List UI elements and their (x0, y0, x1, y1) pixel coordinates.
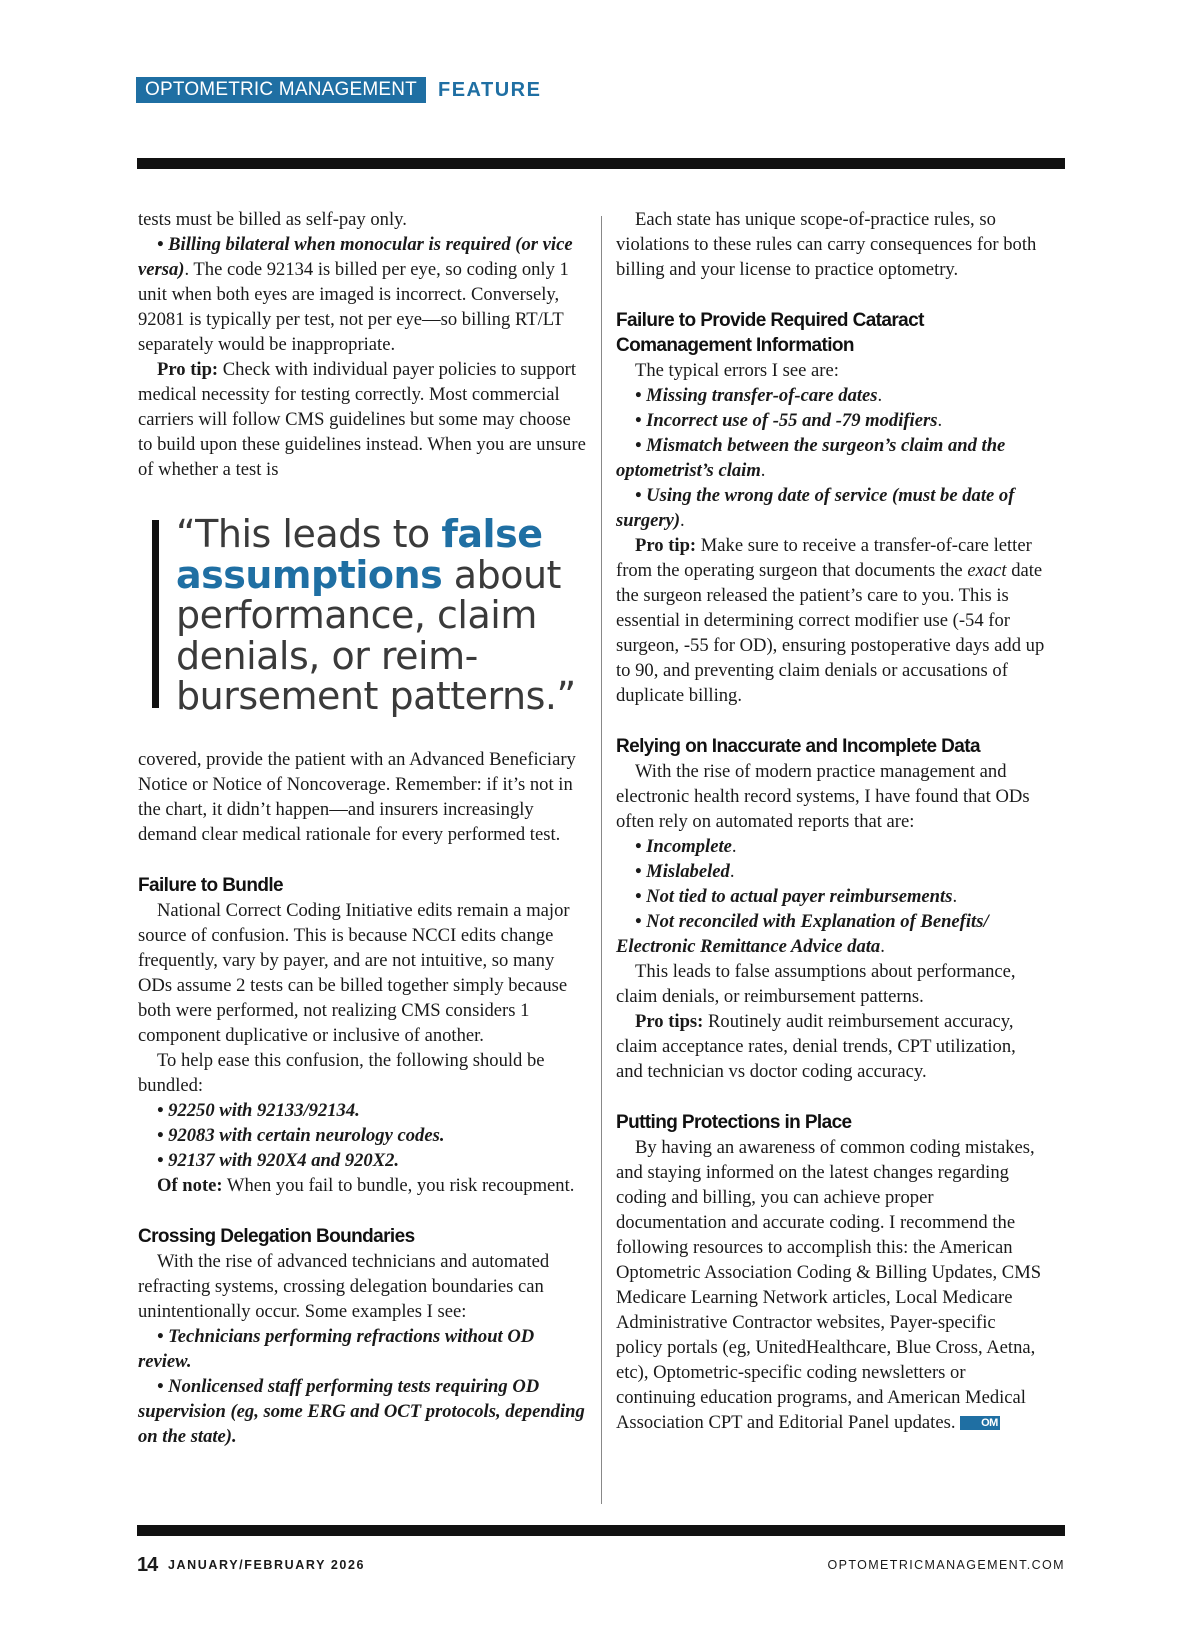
pro-tips-text: Routinely audit reimbursement accuracy, claim acceptance rates, denial trends, CPT utilization, and technician vs doctor coding accuracy. (616, 1011, 1016, 1082)
of-note-text: When you fail to bundle, you risk recoupment. (222, 1174, 575, 1196)
pull-quote-highlight: false assumptions (176, 512, 543, 597)
column-divider (601, 216, 602, 1504)
data-item (616, 834, 1046, 859)
pro-tip-emphasis: exact (967, 560, 1007, 581)
bottom-rule (137, 1525, 1065, 1536)
cataract-item (616, 483, 1046, 533)
pro-tip-text: Check with individual payer policies to support medical necessity for testing correctly. Most commercial carriers will follow CMS guidelines but some may choose to build upon these guidelines instead. When you are unsure of whether a test is (138, 359, 586, 480)
data-item-bold: • Not reconciled with Explanation of Benefits/ Electronic Remittance Advice data (616, 911, 989, 957)
page-number: 14 (137, 1554, 158, 1576)
page-footer (137, 1554, 1065, 1578)
delegation-item: • Nonlicensed staff performing tests requiring OD supervision (eg, some ERG and OCT protocols, depending on the state). (138, 1375, 585, 1447)
bullet-bilateral (138, 232, 586, 357)
right-column (616, 207, 1046, 1435)
bundle-item: • 92083 with certain neurology codes. (157, 1124, 445, 1146)
bundle-item: • 92137 with 920X4 and 920X2. (157, 1149, 400, 1171)
cataract-item (616, 383, 1046, 408)
pull-quote-open: “This leads to (176, 512, 442, 556)
paragraph-ncci: National Correct Coding Initiative edits remain a major source of confusion. This is because NCCI edits change frequently, vary by payer, and are not intuitive, so many ODs assume 2 tests can be billed together simply because both were performed, not realizing CMS considers 1 component duplicative or inclusive of another. (138, 899, 570, 1046)
issue-date: JANUARY/FEBRUARY 2026 (168, 1558, 366, 1572)
section-label: FEATURE (437, 78, 542, 101)
publication-label: OPTOMETRIC MANAGEMENT (136, 77, 426, 103)
paragraph-covered: covered, provide the patient with an Advanced Beneficiary Notice or Notice of Noncoverage. Remember: if it’s not in the chart, it didn’t happen—and insurers increasingly demand clear medical rationale for every performed test. (138, 748, 576, 845)
pro-tips-paragraph (616, 1009, 1046, 1084)
pull-quote-close: about performance, claim denials, or reimbursement patterns.” (176, 552, 576, 718)
of-note-label: Of note: (157, 1174, 223, 1196)
data-item (616, 909, 1046, 959)
top-rule (137, 158, 1065, 169)
pull-quote-text (176, 514, 586, 717)
website-link[interactable]: OPTOMETRICMANAGEMENT.COM (827, 1558, 1065, 1572)
paragraph-typical-errors: The typical errors I see are: (635, 360, 839, 381)
cataract-item (616, 433, 1046, 483)
pro-tip-label: Pro tip: (157, 359, 219, 380)
paragraph-false-assumptions: This leads to false assumptions about performance, claim denials, or reimbursement patterns. (616, 961, 1016, 1007)
heading-inaccurate-data: Relying on Inaccurate and Incomplete Data (616, 736, 980, 757)
bundle-item: • 92250 with 92133/92134. (157, 1099, 360, 1121)
heading-cataract-comanagement: Failure to Provide Required Cataract Comanagement Information (616, 310, 924, 356)
pro-tip-paragraph (616, 533, 1046, 708)
paragraph-data: With the rise of modern practice management and electronic health record systems, I have found that ODs often rely on automated reports that are: (616, 761, 1030, 832)
cataract-item-rest: . (760, 460, 766, 481)
data-item-rest: . (952, 886, 958, 907)
pro-tips-label: Pro tips: (635, 1011, 704, 1032)
paragraph-delegation: With the rise of advanced technicians and automated refracting systems, crossing delegation boundaries can unintentionally occur. Some examples I see: (138, 1250, 550, 1322)
paragraph-ease-confusion: To help ease this confusion, the following should be bundled: (138, 1049, 545, 1096)
paragraph-scope-of-practice: Each state has unique scope-of-practice rules, so violations to these rules can carry consequences for both billing and your license to practice optometry. (616, 209, 1037, 280)
data-item (616, 884, 1046, 909)
paragraph-self-pay: tests must be billed as self-pay only. (138, 209, 407, 230)
cataract-item-rest: . (680, 510, 685, 531)
of-note-paragraph (138, 1173, 586, 1198)
pull-quote (138, 514, 586, 717)
pro-tip-label: Pro tip: (635, 535, 697, 556)
cataract-item-rest: . (937, 410, 943, 431)
data-item-rest: . (729, 861, 735, 882)
pro-tip-text-a: Make sure to receive a transfer-of-care letter from the operating surgeon that documents the (616, 535, 1032, 581)
heading-protections: Putting Protections in Place (616, 1112, 852, 1133)
data-item-bold: • Mislabeled (635, 861, 730, 882)
left-column (138, 207, 586, 1449)
pro-tip-text-b: date the surgeon released the patient’s care to you. This is essential in determining correct modifier use (-54 for surgeon, -55 for OD), ensuring postoperative days add up to 90, and preventing claim denials or accusations of duplicate billing. (616, 560, 1045, 706)
paragraph-protections (616, 1135, 1046, 1435)
cataract-item-bold: • Mismatch between the surgeon’s claim and the optometrist’s claim (616, 435, 1006, 481)
heading-delegation-boundaries: Crossing Delegation Boundaries (138, 1225, 415, 1247)
cataract-item-bold: • Using the wrong date of service (must be date of surgery) (616, 485, 1015, 531)
bullet-bilateral-text: . The code 92134 is billed per eye, so coding only 1 unit when both eyes are imaged is incorrect. Conversely, 92081 is typically per test, not per eye—so billing RT/LT separately would be inappropriate. (138, 259, 569, 355)
data-item-rest: . (880, 936, 885, 957)
data-item-rest: . (731, 836, 737, 857)
end-mark-om-icon: OM (960, 1416, 1000, 1430)
data-item-bold: • Not tied to actual payer reimbursements (635, 886, 953, 907)
delegation-item: • Technicians performing refractions without OD review. (138, 1325, 535, 1372)
heading-failure-to-bundle: Failure to Bundle (138, 874, 283, 896)
paragraph-protections-text: By having an awareness of common coding mistakes, and staying informed on the latest changes regarding coding and billing, you can achieve proper documentation and accurate coding. I recommend the following resources to accomplish this: the American Optometric Association Coding & Billing Updates, CMS Medicare Learning Network articles, Local Medicare Administrative Contractor websites, Payer-specific policy portals (eg, UnitedHealthcare, Blue Cross, Aetna, etc), Optometric-specific coding newsletters or continuing education programs, and American Medical Association CPT and Editorial Panel updates. (616, 1137, 1042, 1433)
cataract-item-rest: . (877, 385, 883, 406)
cataract-item (616, 408, 1046, 433)
bullet-bilateral-heading: • Billing bilateral when monocular is required (or vice versa) (138, 234, 573, 280)
pull-quote-bar (152, 520, 159, 708)
page-header (136, 77, 541, 103)
cataract-item-bold: • Missing transfer-of-care dates (635, 385, 878, 406)
data-item-bold: • Incomplete (635, 836, 732, 857)
data-item (616, 859, 1046, 884)
pro-tip-paragraph (138, 357, 586, 482)
cataract-item-bold: • Incorrect use of -55 and -79 modifiers (635, 410, 938, 431)
